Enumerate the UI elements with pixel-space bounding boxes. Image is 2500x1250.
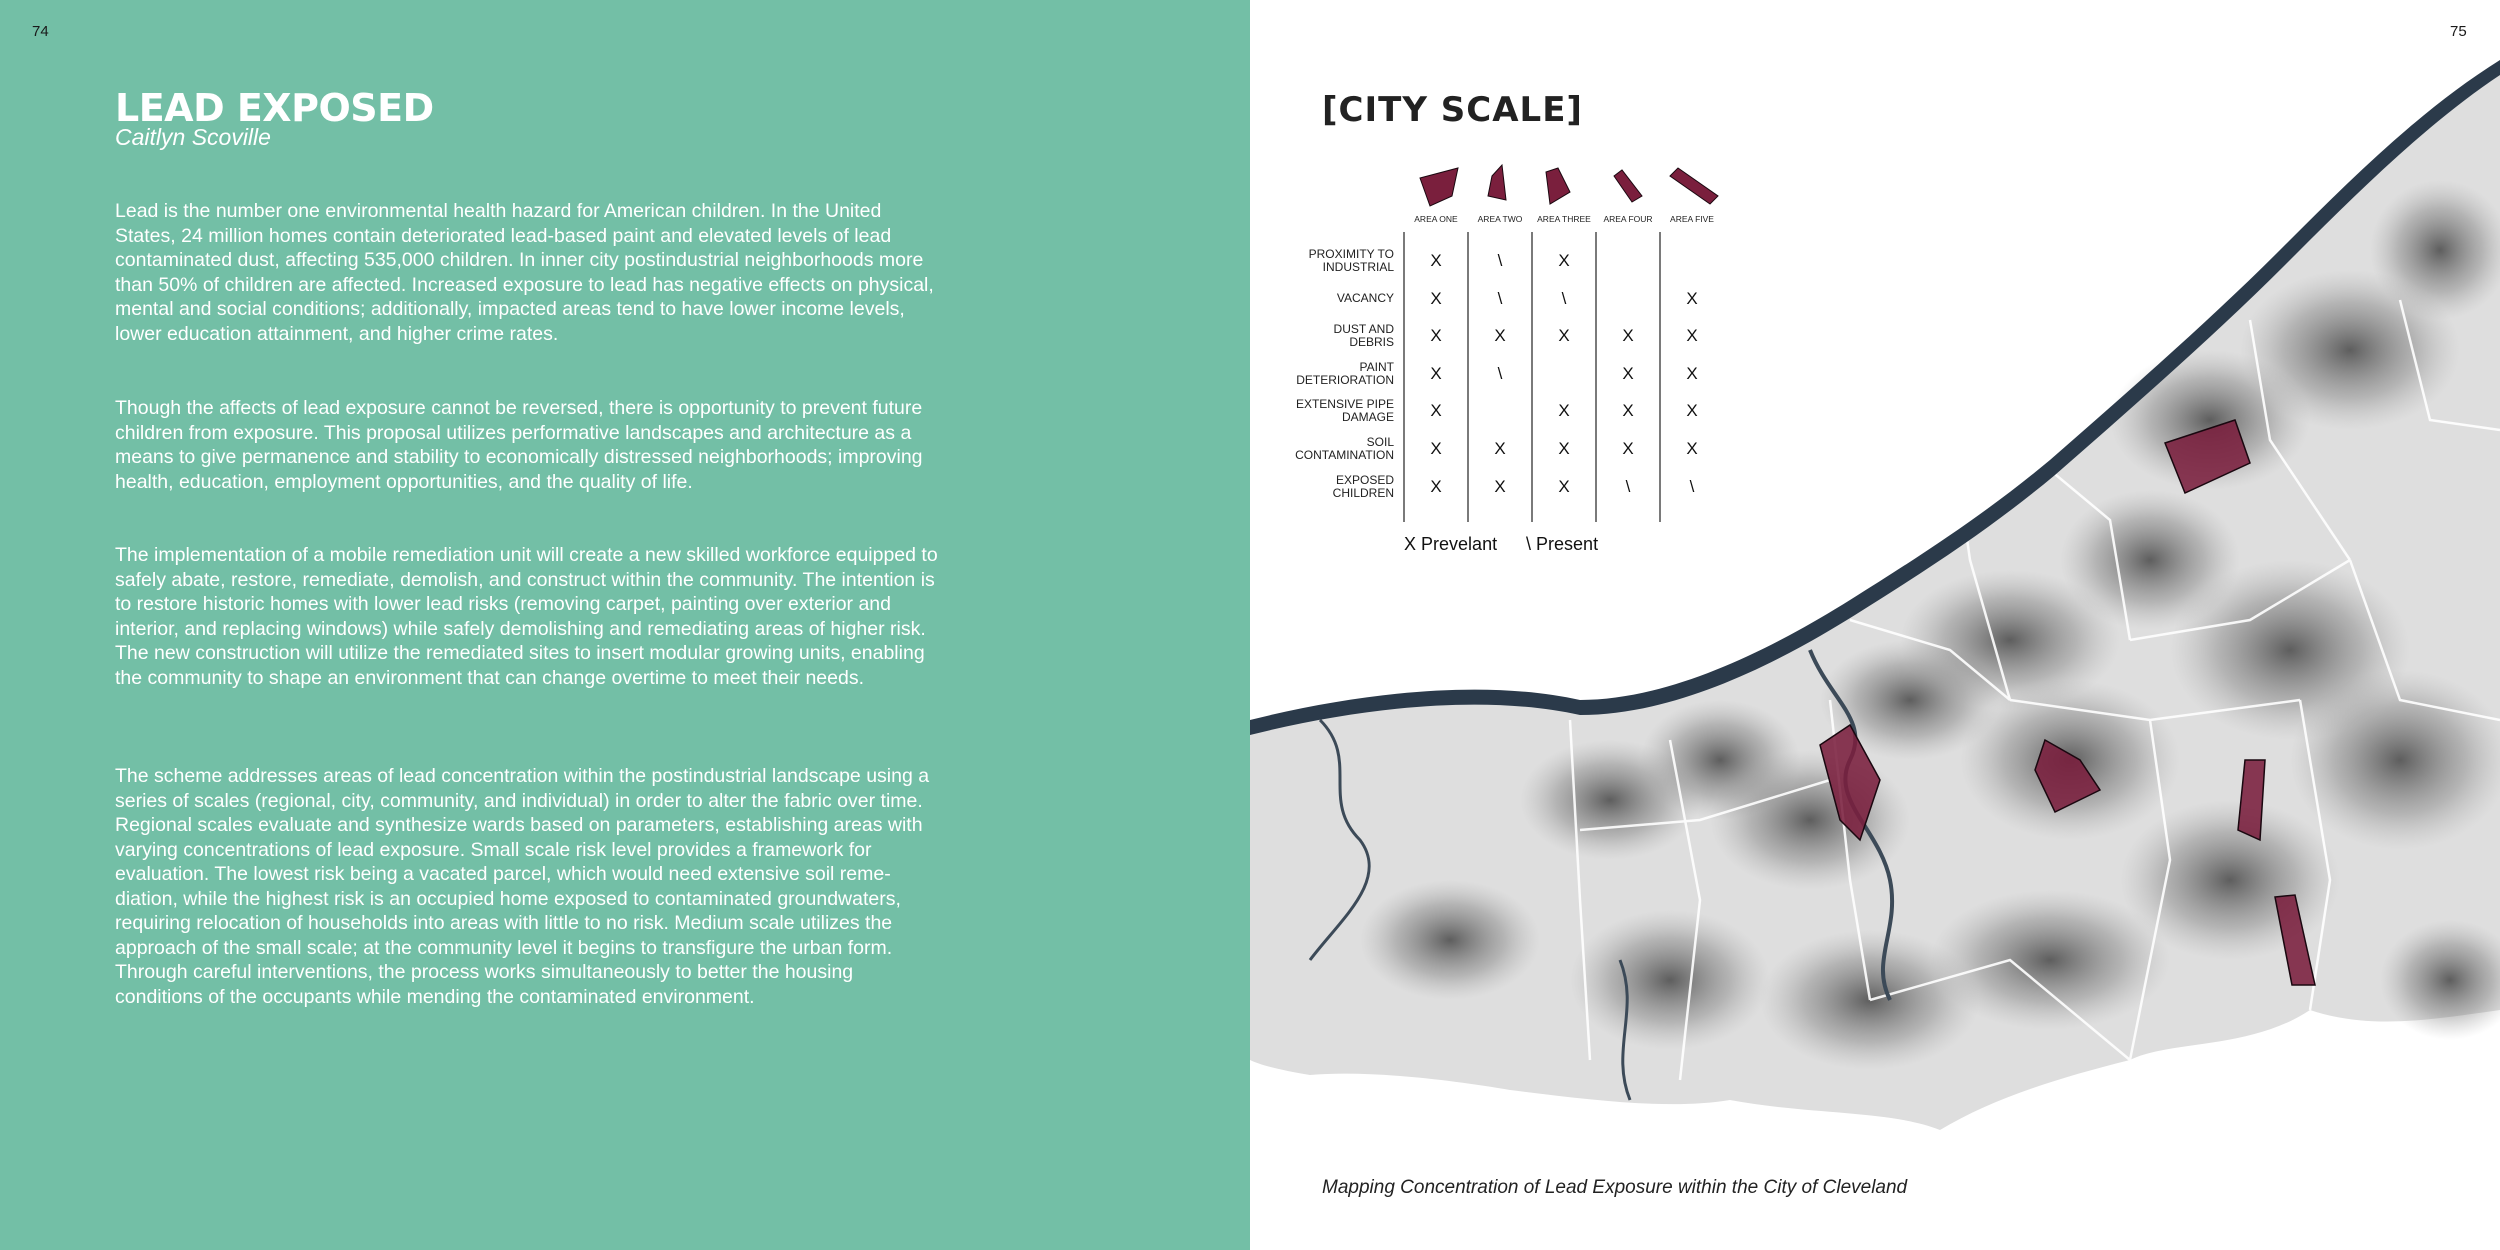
matrix-cell: \ bbox=[1497, 251, 1503, 270]
row-label-line: INDUSTRIAL bbox=[1322, 260, 1394, 274]
matrix-cell: X bbox=[1430, 289, 1442, 308]
matrix-cell: X bbox=[1686, 326, 1698, 345]
legend-prevalent bbox=[1404, 534, 1497, 555]
matrix-cell: \ bbox=[1689, 477, 1695, 496]
paragraph-1: Lead is the number one environmental health hazard for American children. In the United States, 24 million homes contain deteriorated lead-based paint and elevated levels of lead contaminated dust, affecting 535,000 children. In inner city postindustrial neighborhoods more than 50% of children are affected. Increased exposure to lead has negative effects on physical, mental and social conditions; additionally, impacted areas tend to have lower income levels, lower education attainment, and higher crime rates. bbox=[115, 200, 934, 345]
row-label-line: DEBRIS bbox=[1349, 335, 1394, 349]
matrix-cell: X bbox=[1558, 477, 1570, 496]
column-header: AREA FOUR bbox=[1603, 214, 1653, 224]
row-label-line: PROXIMITY TO bbox=[1308, 247, 1394, 261]
matrix-cell: X bbox=[1430, 364, 1442, 383]
matrix-cell: \ bbox=[1625, 477, 1631, 496]
matrix-cell: X bbox=[1622, 364, 1634, 383]
row-label-line: DUST AND bbox=[1333, 322, 1394, 336]
matrix-cell: X bbox=[1430, 477, 1442, 496]
matrix-cell: \ bbox=[1497, 289, 1503, 308]
legend-symbol: \ bbox=[1526, 534, 1532, 554]
row-label-line: CONTAMINATION bbox=[1295, 448, 1394, 462]
matrix-cell: X bbox=[1622, 401, 1634, 420]
row-label-line: DAMAGE bbox=[1341, 410, 1394, 424]
matrix-cell: X bbox=[1494, 477, 1506, 496]
legend-label: Present bbox=[1536, 534, 1599, 554]
matrix-cell: X bbox=[1558, 401, 1570, 420]
row-label bbox=[1244, 436, 1394, 462]
row-label-line: VACANCY bbox=[1336, 291, 1394, 305]
matrix-cell: X bbox=[1558, 439, 1570, 458]
paragraph-3: The implementation of a mobile remediation unit will create a new skilled workforce equipped to safely abate, restore, remediate, demolish, and construct within the community. The intention is to restore historic homes with lower lead risks (removing carpet, painting over exterior and interior, and replacing windows) while safely demolishing and remediating areas of higher risk. The new construction will utilize the remediated sites to insert modular growing units, enabling the community to shape an environment that can change overtime to meet their needs. bbox=[115, 544, 938, 689]
row-label-line: SOIL bbox=[1366, 435, 1394, 449]
paragraph-4: The scheme addresses areas of lead concentration within the postindustrial landscape using a series of scales (regional, city, community, and individual) in order to alter the fabric over time. Regional scales evaluate and synthesize wards based on parameters, establishing areas with varying concentrations of lead exposure. Small scale risk level provides a framework for evaluation. The lowest risk being a vacated parcel, which would need extensive soil reme-diation, while the highest risk is an occupied home exposed to contaminated groundwaters, requiring relocation of households into areas with little to no risk. Medium scale utilizes the approach of the small scale; at the community level it begins to transfigure the urban form. Through careful interventions, the process works simultaneously to better the housing conditions of the occupants while mending the contaminated environment. bbox=[115, 765, 930, 1008]
page-number-right: 75 bbox=[2450, 23, 2467, 40]
row-label bbox=[1244, 474, 1394, 500]
cleveland-lead-map bbox=[1250, 0, 2500, 1250]
article-author: Caitlyn Scoville bbox=[115, 124, 271, 150]
matrix-cell: X bbox=[1686, 289, 1698, 308]
row-label bbox=[1244, 292, 1394, 305]
matrix-cell: X bbox=[1430, 326, 1442, 345]
matrix-cell: X bbox=[1622, 326, 1634, 345]
matrix-cell: X bbox=[1686, 364, 1698, 383]
row-label bbox=[1244, 248, 1394, 274]
matrix-cell: X bbox=[1558, 251, 1570, 270]
row-label-line: CHILDREN bbox=[1332, 486, 1394, 500]
matrix-cell: X bbox=[1430, 401, 1442, 420]
article-title: LEAD EXPOSED bbox=[115, 86, 434, 130]
row-label-line: EXTENSIVE PIPE bbox=[1295, 397, 1394, 411]
paragraph-2: Though the affects of lead exposure cannot be reversed, there is opportunity to prevent future children from exposure. This proposal utilizes performative landscapes and architecture as a means to give permanence and stability to economically distressed neighborhoods; improving health, education, employment opportunities, and the quality of life. bbox=[115, 397, 923, 493]
matrix-cell: X bbox=[1686, 439, 1698, 458]
matrix-cell: X bbox=[1494, 439, 1506, 458]
page-number-left: 74 bbox=[32, 23, 49, 40]
matrix-cell: \ bbox=[1497, 364, 1503, 383]
right-page bbox=[1250, 0, 2500, 1250]
column-header: AREA TWO bbox=[1477, 214, 1523, 224]
section-heading: [CITY SCALE] bbox=[1322, 90, 1583, 130]
legend-symbol: X bbox=[1404, 534, 1417, 554]
matrix-cell: X bbox=[1622, 439, 1634, 458]
matrix-cell: \ bbox=[1561, 289, 1567, 308]
matrix-cell: X bbox=[1686, 401, 1698, 420]
matrix-cell: X bbox=[1430, 251, 1442, 270]
legend-present bbox=[1526, 534, 1598, 555]
row-label-line: DETERIORATION bbox=[1296, 373, 1394, 387]
matrix-cell: X bbox=[1430, 439, 1442, 458]
map-caption: Mapping Concentration of Lead Exposure within the City of Cleveland bbox=[1322, 1177, 1908, 1198]
row-label-line: EXPOSED bbox=[1335, 473, 1394, 487]
matrix-cell: X bbox=[1558, 326, 1570, 345]
row-label bbox=[1244, 323, 1394, 349]
row-label-line: PAINT bbox=[1359, 360, 1394, 374]
column-header: AREA ONE bbox=[1414, 214, 1458, 224]
row-label bbox=[1244, 398, 1394, 424]
legend-label: Prevelant bbox=[1421, 534, 1498, 554]
matrix-cell: X bbox=[1494, 326, 1506, 345]
column-header: AREA FIVE bbox=[1670, 214, 1714, 224]
column-header: AREA THREE bbox=[1537, 214, 1591, 224]
row-label bbox=[1244, 361, 1394, 387]
